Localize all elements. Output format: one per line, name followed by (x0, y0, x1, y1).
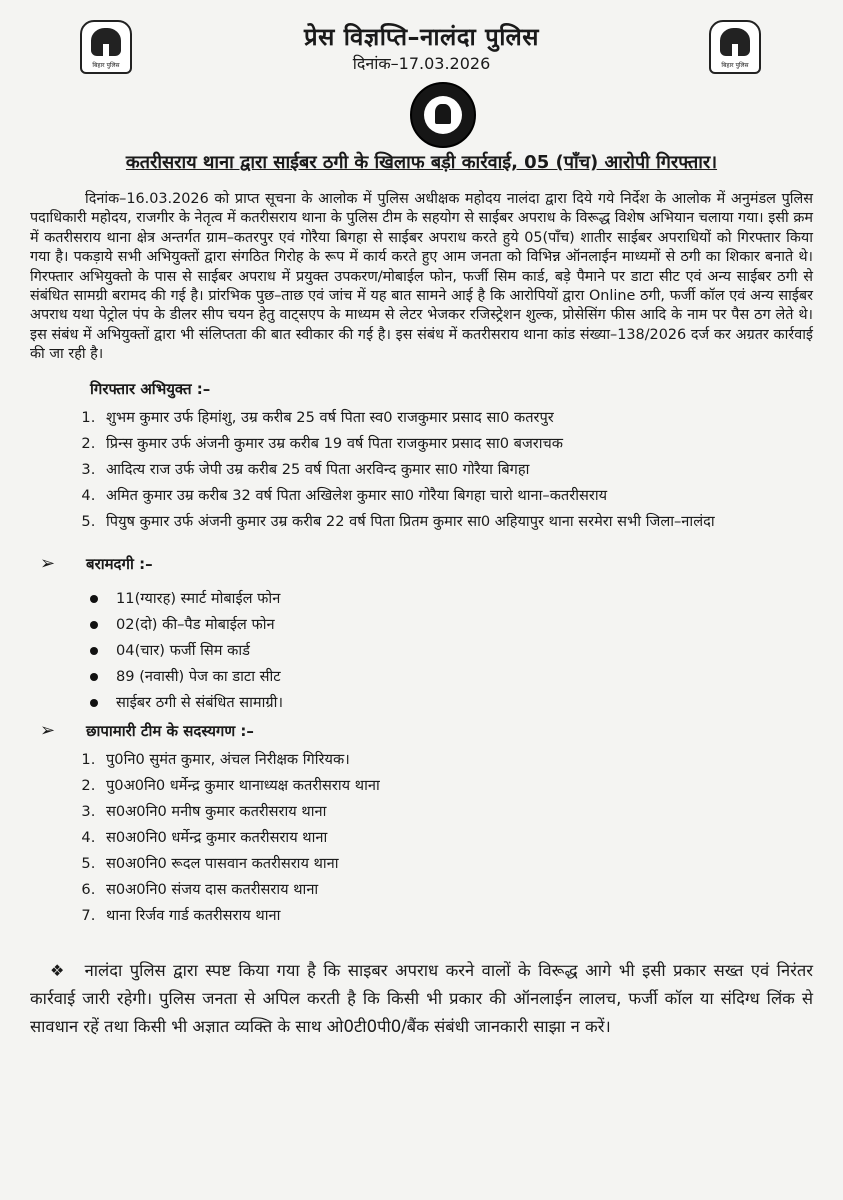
closing-appeal (30, 957, 813, 1041)
list-item: 2. प्रिन्स कुमार उर्फ अंजनी कुमार उम्र करीब 19 वर्ष पिता राजकुमार प्रसाद सा0 बजराचक (100, 431, 813, 457)
logo-motto: बिहार पुलिस (721, 62, 749, 69)
bullet-icon (90, 699, 98, 707)
recovery-heading-label: बरामदगी :– (86, 554, 153, 573)
list-item: 4. स0अ0नि0 धर्मेन्द्र कुमार कतरीसराय थाना (100, 825, 813, 851)
tree-emblem-icon (720, 28, 750, 56)
arrow-bullet-icon: ➢ (40, 553, 56, 575)
recovery-list (30, 586, 813, 716)
bullet-icon (90, 647, 98, 655)
body-paragraph: दिनांक–16.03.2026 को प्राप्त सूचना के आलोक में पुलिस अधीक्षक महोदय नालंदा द्वारा दिये गये निर्देश के आलोक में अनुमंडल पुलिस पदाधिकारी महोदय, राजगीर के नेतृत्व में कतरीसराय थाना के पुलिस टीम के सहयोग से साईबर अपराध के विरूद्ध विशेष अभियान चलाया गया। इसी क्रम में कतरीसराय थाना क्षेत्र अन्तर्गत ग्राम–कतरपुर एवं गोरैया बिगहा से साईबर अपराध करते हुये 05(पाँच) शातीर साईबर अपराधियों को गिरफ्तार किया गया है। पकड़ाये सभी अभियुक्तों द्वारा संगठित गिरोह के रूप में कार्य करते हुए आम जनता को विभिन्न ऑनलाईन माध्यमों से ठगी का शिकार बनाते थे। गिरफ्तार अभियुक्तो के पास से साईबर अपराध में प्रयुक्त उपकरण/मोबाईल फोन, फर्जी सिम कार्ड, बड़े पैमाने पर डाटा सीट एवं अन्य साईबर ठगी से संबंधित सामग्री बरामद की गई है। प्रांरभिक पुछ–ताछ एवं जांच में यह बात सामने आई है कि आरोपियों द्वारा Online ठगी, फर्जी कॉल एवं अन्य साईबर अपराध यथा पेट्रोल पंप के डीलर सीप चयन हेतु वाट्सएप के माध्यम से लेटर भेजकर रजिस्ट्रेशन शुल्क, प्रोसेसिंग फीस आदि के नाम पर पैस ठग लेते थे। इस संबंध में अभियुक्तों द्वारा भी संलिप्तता की बात स्वीकार की गई है। इस संबंध में कतरीसराय थाना कांड संख्या–138/2026 दर्ज कर अग्रतर कार्रवाई की जा रही है। (30, 191, 813, 363)
team-heading (30, 720, 813, 741)
list-item: 02(दो) की–पैड मोबाईल फोन (88, 612, 813, 638)
list-item: 5. स0अ0नि0 रूदल पासवान कतरीसराय थाना (100, 851, 813, 877)
closing-text: नालंदा पुलिस द्वारा स्पष्ट किया गया है कि साइबर अपराध करने वालों के विरूद्ध आगे भी इसी प्रकार सख्त एवं निरंतर कार्रवाई जारी रहेगी। पुलिस जनता से अपिल करती है कि किसी भी प्रकार की ऑनलाईन लालच, फर्जी कॉल या संदिग्ध लिंक से सावधान रहें तथा किसी भी अज्ञात व्यक्ति के साथ ओ0टी0पी0/बैंक संबंधी जानकारी साझा न करें। (30, 961, 813, 1037)
list-item: 6. स0अ0नि0 संजय दास कतरीसराय थाना (100, 877, 813, 903)
list-item: 5. पियुष कुमार उर्फ अंजनी कुमार उम्र करीब 22 वर्ष पिता प्रितम कुमार सा0 अहियापुर थाना सरमेरा सभी जिला–नालंदा (100, 509, 813, 535)
list-item: 7. थाना रिर्जव गार्ड कतरीसराय थाना (100, 903, 813, 929)
logo-motto: बिहार पुलिस (92, 62, 120, 69)
list-item: 04(चार) फर्जी सिम कार्ड (88, 638, 813, 664)
list-item: 4. अमित कुमार उम्र करीब 32 वर्ष पिता अखिलेश कुमार सा0 गोरैया बिगहा चारो थाना–कतरीसराय (100, 483, 813, 509)
release-date: दिनांक–17.03.2026 (352, 54, 491, 73)
arrested-list (30, 405, 813, 535)
team-heading-label: छापामारी टीम के सदस्यगण :– (86, 721, 254, 740)
diamond-bullet-icon: ❖ (50, 961, 67, 981)
team-list (30, 747, 813, 929)
bihar-police-logo-right (709, 20, 761, 74)
list-item: 11(ग्यारह) स्मार्ट मोबाईल फोन (88, 586, 813, 612)
bullet-icon (90, 595, 98, 603)
list-item: 2. पु0अ0नि0 धर्मेन्द्र कुमार थानाध्यक्ष कतरीसराय थाना (100, 773, 813, 799)
letterhead (30, 0, 813, 150)
list-item: 89 (नवासी) पेज का डाटा सीट (88, 664, 813, 690)
police-seal-icon (410, 82, 476, 148)
bullet-icon (90, 673, 98, 681)
arrow-bullet-icon: ➢ (40, 720, 56, 742)
list-item: 3. आदित्य राज उर्फ जेपी उम्र करीब 25 वर्ष पिता अरविन्द कुमार सा0 गोरैया बिगहा (100, 457, 813, 483)
headline: कतरीसराय थाना द्वारा साईबर ठगी के खिलाफ बड़ी कार्रवाई, 05 (पाँच) आरोपी गिरफ्तार। (125, 152, 718, 173)
list-item: 3. स0अ0नि0 मनीष कुमार कतरीसराय थाना (100, 799, 813, 825)
page-title: प्रेस विज्ञप्ति–नालंदा पुलिस (304, 23, 539, 51)
list-item: 1. शुभम कुमार उर्फ हिमांशु, उम्र करीब 25 वर्ष पिता स्व0 राजकुमार प्रसाद सा0 कतरपुर (100, 405, 813, 431)
bullet-icon (90, 621, 98, 629)
recovery-heading (30, 553, 813, 574)
arrested-heading: गिरफ्तार अभियुक्त :– (90, 380, 211, 399)
list-item: साईबर ठगी से संबंधित सामाग्री। (88, 690, 813, 716)
list-item: 1. पु0नि0 सुमंत कुमार, अंचल निरीक्षक गिरियक। (100, 747, 813, 773)
